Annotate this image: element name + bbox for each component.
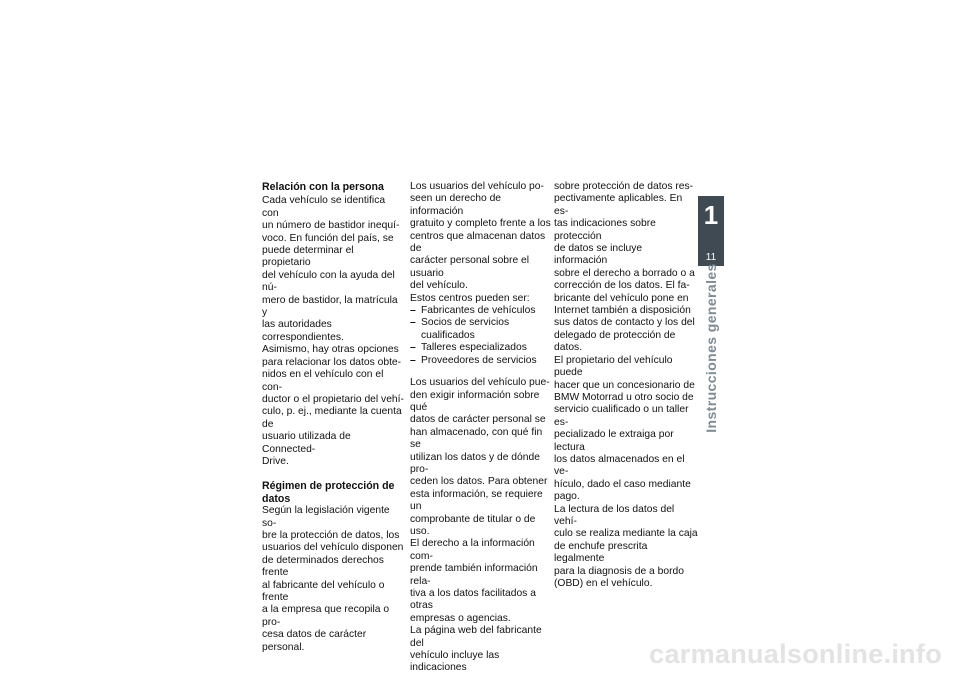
text-column-1	[262, 181, 404, 654]
paragraph-exigir-informacion: Los usuarios del vehículo pue- den exigir información sobre qué datos de carácter personal se han almacenado, con qué fin se utilizan los datos y de dónde pro- ceden los datos. Para obtener esta información, se requiere un comprobante de titular o de uso. El derecho a la información com- prende también información rela- tiva a los datos facilitados a otras empresas o agencias. La página web del fabricante del vehículo incluye las indicaciones	[410, 377, 550, 674]
list-item: – Talleres especializados	[410, 342, 552, 354]
list-centros	[410, 305, 552, 367]
chapter-number: 1	[703, 200, 719, 230]
list-item: – Socios de servicios cualificados	[410, 317, 552, 342]
section-title: Instrucciones generales	[703, 263, 719, 433]
paragraph-relacion-persona: Cada vehículo se identifica con un número de bastidor inequí- voco. En función del país, se puede determinar el propietario del vehículo con la ayuda del nú- mero de bastidor, la matrícula y las autoridades correspondientes. Asimismo, hay otras opciones para relacionar los datos obte- nidos en el vehículo con el con- ductor o el propietario del vehí- culo, p. ej., mediante la cuenta de usuario utilizada de Connected- Drive.	[262, 195, 404, 467]
heading-regimen-proteccion: Régimen de protección de datos	[262, 480, 395, 505]
text-column-3	[554, 181, 698, 590]
paragraph-regimen-proteccion: Según la legislación vigente so- bre la protección de datos, los usuarios del vehículo disponen de determinados derechos frente al fabricante del vehículo o frente a la empresa que recopila o pro- cesa datos de carácter personal.	[262, 505, 404, 653]
watermark-text: carmanualsonline.info	[649, 639, 942, 669]
paragraph-proteccion-datos: sobre protección de datos res- pectivamente aplicables. En es- tas indicaciones sobre protección de datos se incluye información sobre el derecho a borrado o a corrección de los datos. El fa- bricante del vehículo pone en Internet también a disposición sus datos de contacto y los del delegado de protección de datos. El propietario del vehículo puede hacer que un concesionario de BMW Motorrad u otro socio de servicio cualificado o un taller es- pecializado le extraiga por lectura los datos almacenados en el ve- hículo, dado el caso mediante pago. La lectura de los datos del vehí- culo se realiza mediante la caja de enchufe prescrita legalmente para la diagnosis de a bordo (OBD) en el vehículo.	[554, 181, 698, 589]
heading-relacion-persona: Relación con la persona	[262, 181, 384, 193]
page-number: 11	[705, 252, 717, 263]
paragraph-derecho-informacion: Los usuarios del vehículo po- seen un derecho de información gratuito y completo frente a los centros que almacenan datos de carácter personal sobre el usuario del vehículo. Estos centros pueden ser:	[410, 181, 551, 304]
chapter-tab	[698, 196, 724, 266]
text-column-2	[410, 181, 552, 675]
list-item: – Proveedores de servicios	[410, 355, 552, 367]
list-item: – Fabricantes de vehículos	[410, 305, 552, 317]
